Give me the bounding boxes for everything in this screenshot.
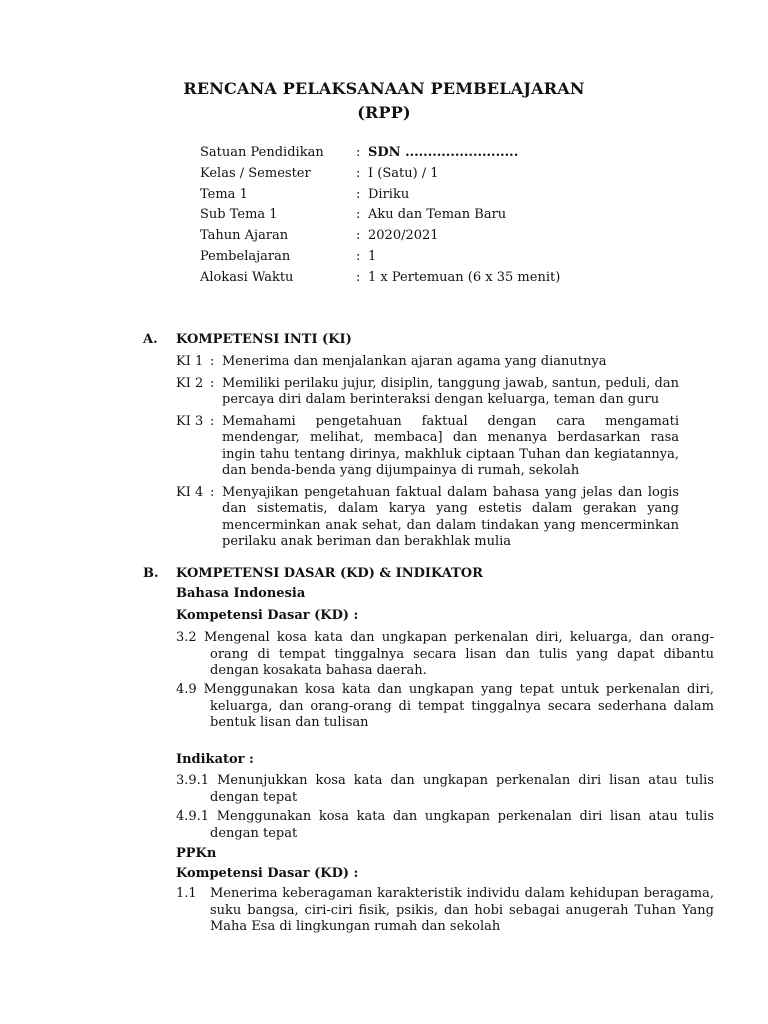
section-letter: B. xyxy=(143,566,159,581)
kd-label: Kompetensi Dasar (KD) : xyxy=(176,608,359,623)
identity-value: I (Satu) / 1 xyxy=(368,165,439,181)
subject-heading: PPKn xyxy=(176,846,217,861)
indikator-text: Menunjukkan kosa kata dan ungkapan perkenalan diri lisan atau tulis dengan tepat xyxy=(210,773,714,805)
identity-label: Alokasi Waktu xyxy=(200,269,294,285)
kd-text: Menerima keberagaman karakteristik individu dalam kehidupan beragama, suku bangsa, ciri-ciri fisik, psikis, dan hobi sebagai anugerah Tuhan Yang Maha Esa di lingkungan rumah dan sekolah xyxy=(210,886,714,934)
ki-colon: : xyxy=(210,484,215,500)
subject-heading: Bahasa Indonesia xyxy=(176,586,306,601)
identity-value: 1 x Pertemuan (6 x 35 menit) xyxy=(368,269,561,285)
identity-value: Aku dan Teman Baru xyxy=(368,207,507,223)
kd-item xyxy=(176,682,714,732)
identity-colon: : xyxy=(356,248,361,264)
ki-colon: : xyxy=(210,354,215,369)
identity-colon: : xyxy=(356,228,361,244)
section-letter: A. xyxy=(143,332,158,347)
kd-item xyxy=(176,886,714,936)
ki-item xyxy=(176,354,679,371)
identity-value: 2020/2021 xyxy=(368,228,439,244)
indikator-item xyxy=(176,773,714,806)
ki-colon: : xyxy=(210,413,215,429)
section-title: KOMPETENSI INTI (KI) xyxy=(176,332,352,347)
identity-label: Sub Tema 1 xyxy=(200,207,278,223)
identity-colon: : xyxy=(356,165,361,181)
ki-item xyxy=(176,376,679,409)
ki-item xyxy=(176,414,679,480)
identity-label: Tahun Ajaran xyxy=(200,228,289,244)
indikator-item xyxy=(176,809,714,842)
ki-code: KI 3 xyxy=(176,413,204,429)
kd-item xyxy=(176,630,714,680)
identity-value: 1 xyxy=(368,248,377,264)
document-subtitle: (RPP) xyxy=(357,103,411,122)
ki-text: Memiliki perilaku jujur, disiplin, tanggung jawab, santun, peduli, dan percaya diri dalam berinteraksi dengan keluarga, teman dan guru xyxy=(222,375,679,407)
kd-label: Kompetensi Dasar (KD) : xyxy=(176,866,359,881)
indikator-number: 3.9.1 xyxy=(176,773,210,788)
ki-list xyxy=(176,354,679,556)
identity-value: SDN ......................... xyxy=(368,145,519,160)
ki-colon: : xyxy=(210,375,215,391)
indikator-number: 4.9.1 xyxy=(176,809,210,824)
ki-code: KI 1 xyxy=(176,354,204,369)
kd-number: 1.1 xyxy=(176,886,197,901)
ki-text: Menerima dan menjalankan ajaran agama yang dianutnya xyxy=(222,354,607,369)
identity-label: Pembelajaran xyxy=(200,248,291,264)
ki-code: KI 2 xyxy=(176,375,204,391)
indikator-text: Menggunakan kosa kata dan ungkapan perkenalan diri lisan atau tulis dengan tepat xyxy=(210,809,714,841)
identity-label: Satuan Pendidikan xyxy=(200,145,324,160)
kd-text: Mengenal kosa kata dan ungkapan perkenalan diri, keluarga, dan orang-orang di tempat tinggalnya secara lisan dan tulis yang dapat dibantu dengan kosakata bahasa daerah. xyxy=(203,630,714,678)
identity-value: Diriku xyxy=(368,186,410,202)
section-title: KOMPETENSI DASAR (KD) & INDIKATOR xyxy=(176,566,483,581)
identity-colon: : xyxy=(356,269,361,285)
kd-number: 3.2 xyxy=(176,630,197,645)
kd-text: Menggunakan kosa kata dan ungkapan yang tepat untuk perkenalan diri, keluarga, dan orang-orang di tempat tinggalnya secara sederhana dalam bentuk lisan dan tulisan xyxy=(203,682,714,730)
document-title: RENCANA PELAKSANAAN PEMBELAJARAN xyxy=(183,79,585,98)
ki-code: KI 4 xyxy=(176,484,204,500)
kd-number: 4.9 xyxy=(176,682,197,697)
identity-colon: : xyxy=(356,186,361,202)
ki-item xyxy=(176,485,679,551)
ki-text: Memahami pengetahuan faktual dengan cara mengamati mendengar, melihat, membaca] dan menanya berdasarkan rasa ingin tahu tentang dirinya, makhluk ciptaan Tuhan dan kegiatannya, dan benda-benda yang dijumpainya di rumah, sekolah xyxy=(222,413,679,478)
identity-colon: : xyxy=(356,145,361,160)
identity-label: Tema 1 xyxy=(200,186,248,202)
ki-text: Menyajikan pengetahuan faktual dalam bahasa yang jelas dan logis dan sistematis, dalam karya yang estetis dalam gerakan yang mencerminkan anak sehat, dan dalam tindakan yang mencerminkan perilaku anak beriman dan berakhlak mulia xyxy=(222,484,679,549)
indikator-label: Indikator : xyxy=(176,752,254,767)
identity-colon: : xyxy=(356,207,361,223)
identity-label: Kelas / Semester xyxy=(200,165,311,181)
